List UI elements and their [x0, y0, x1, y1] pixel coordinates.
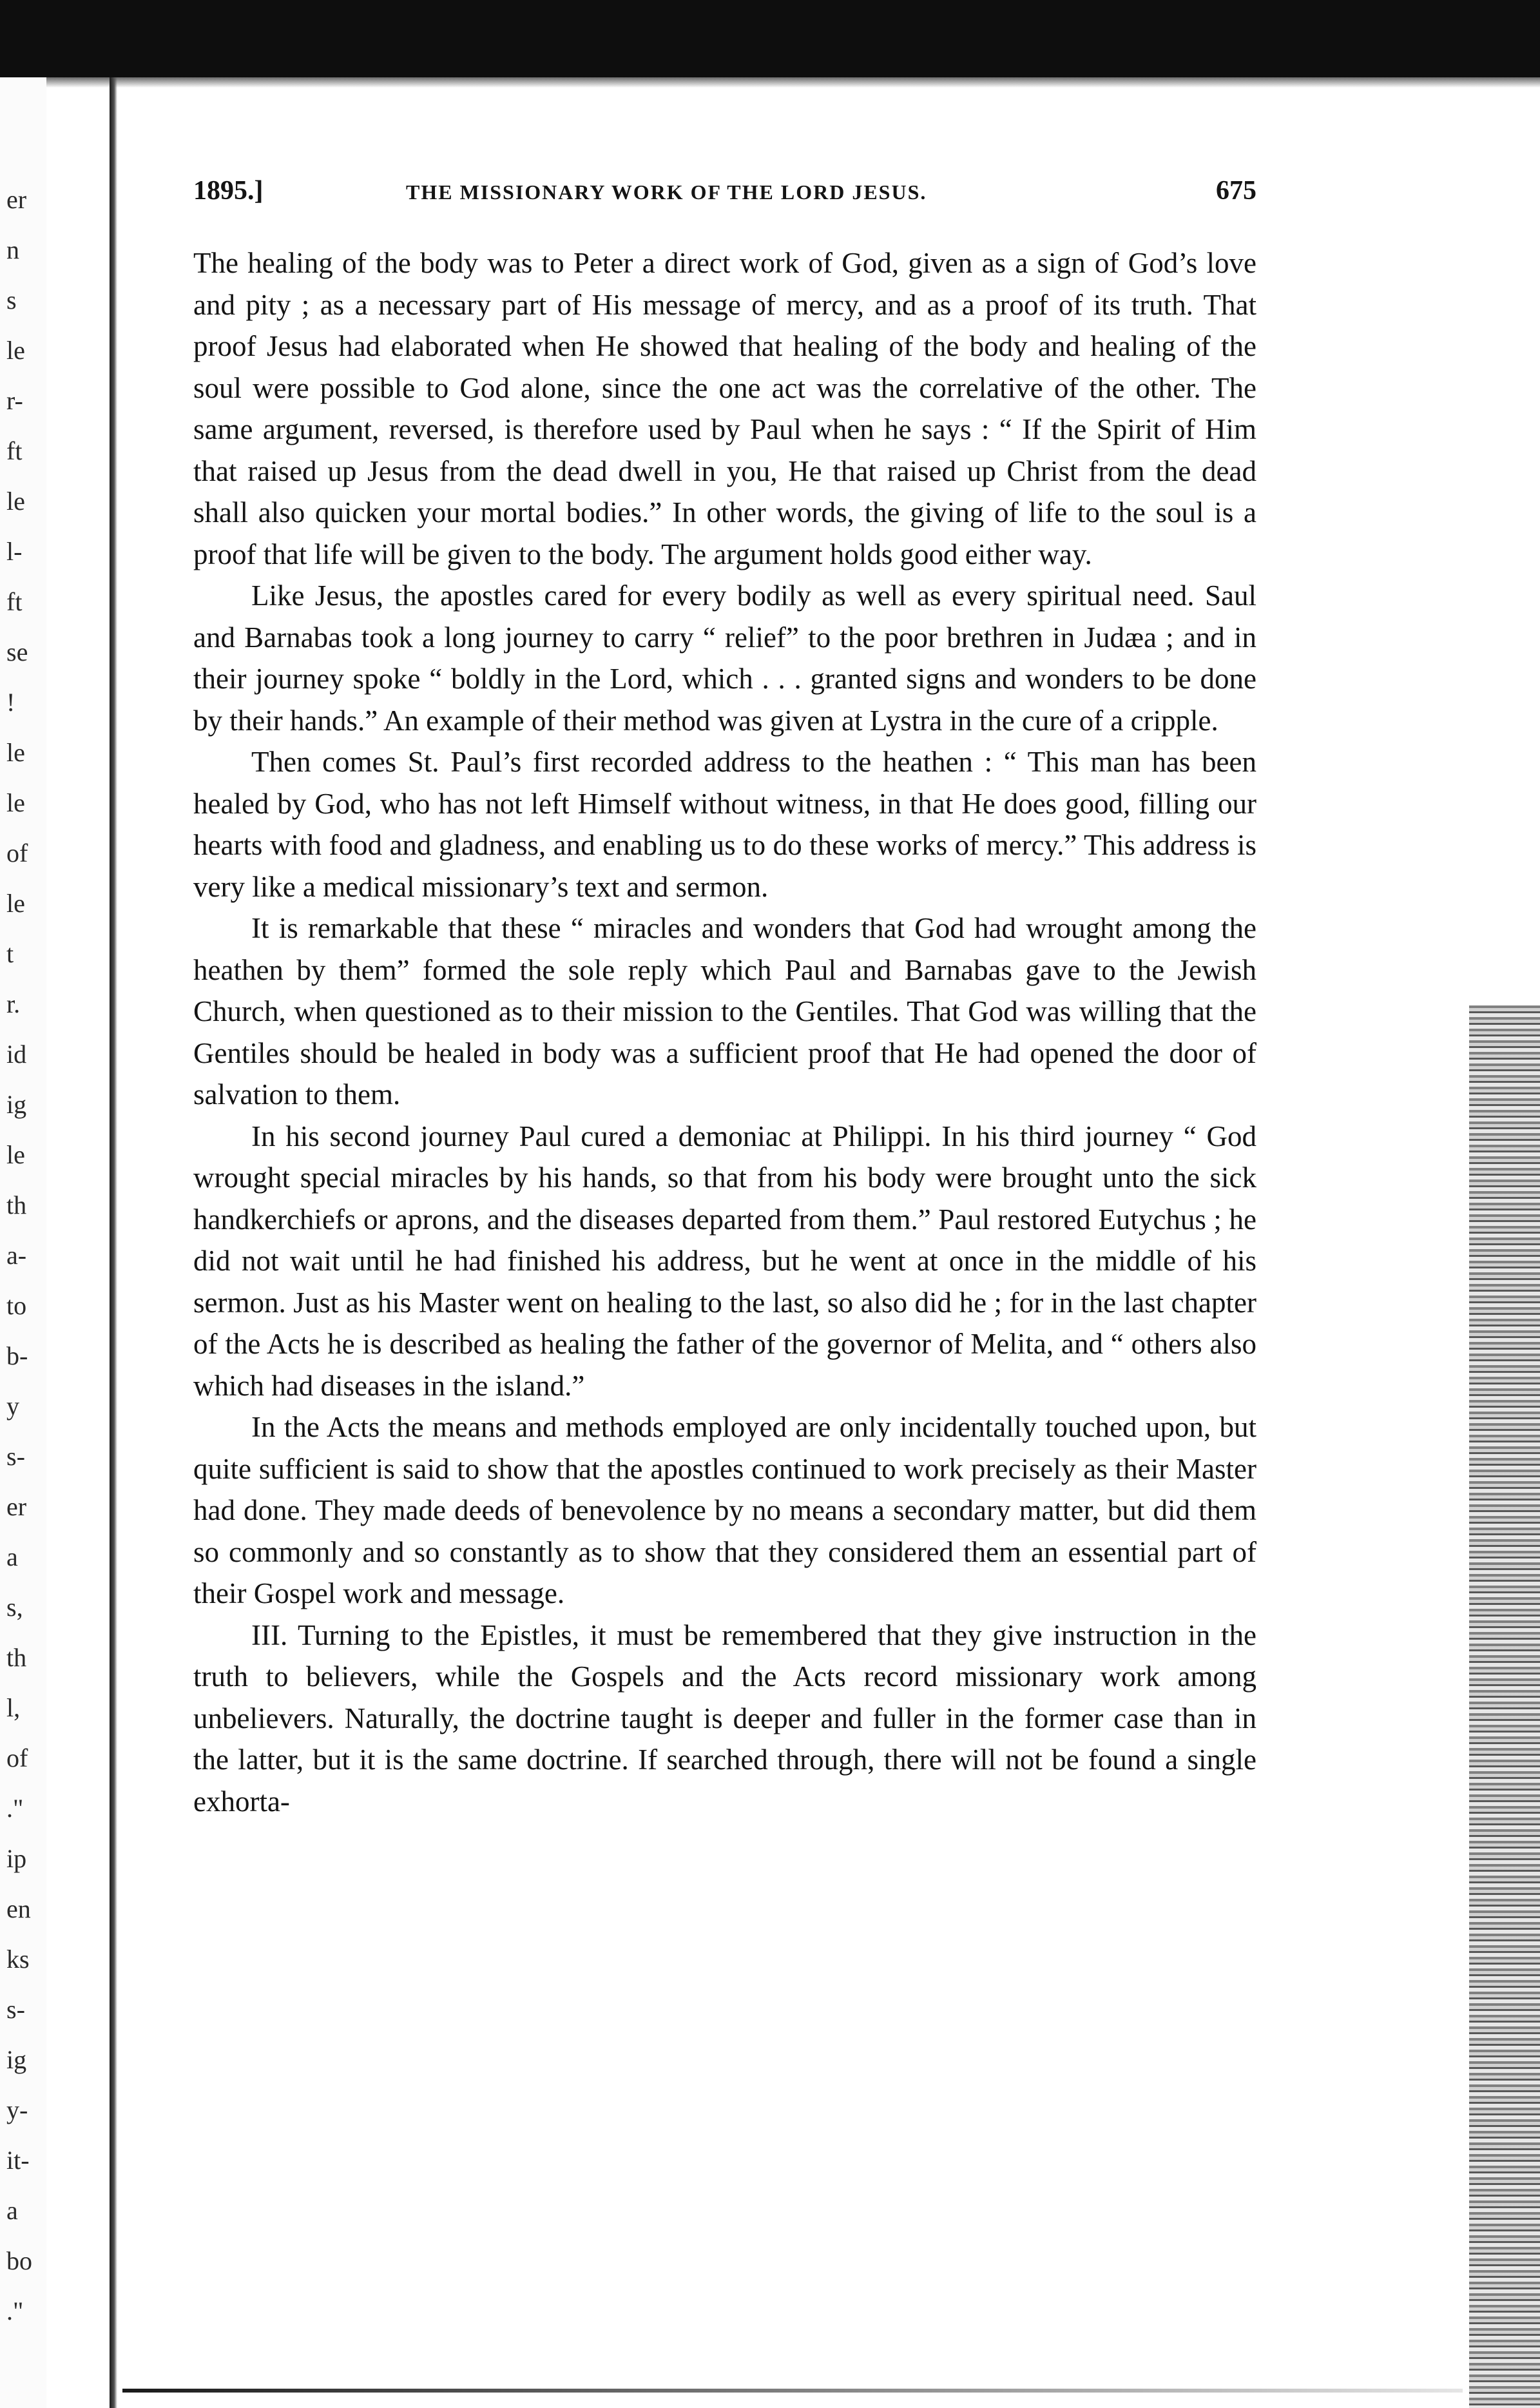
margin-fragment: r- — [6, 386, 23, 415]
running-header — [193, 175, 1256, 214]
margin-fragment: ig — [6, 2045, 27, 2074]
running-header-title: THE MISSIONARY WORK OF THE LORD JESUS. — [406, 180, 927, 204]
margin-fragment: l- — [6, 537, 23, 566]
margin-fragment: s- — [6, 1995, 25, 2024]
paragraph: In his second journey Paul cured a demoniac at Philippi. In his third journey “ God wrought special miracles by his hands, so that from his body were brought unto the sick handkerchiefs or aprons, and the diseases departed from them.” Paul restored Eutychus ; he did not wait until he had finished his address, but he went at once in the middle of his sermon. Just as his Master went on healing to the last, so also did he ; for in the last chapter of the Acts he is described as healing the father of the governor of Melita, and “ others also which had diseases in the island.” — [193, 1120, 1256, 1402]
margin-fragment: s — [6, 286, 17, 315]
margin-fragment: n — [6, 235, 19, 264]
margin-fragment: er — [6, 1492, 27, 1521]
scan-top-border — [0, 0, 1540, 77]
margin-fragment: le — [6, 889, 25, 918]
margin-fragment: le — [6, 487, 25, 516]
paragraph: In the Acts the means and methods employed are only incidentally touched upon, but quite sufficient is said to show that the apostles continued to work precisely as their Master had done. They made deeds of benevolence by no means a secondary matter, but did them so commonly and so constantly as to show that they considered them an essential part of their Gospel work and message. — [193, 1411, 1256, 1609]
margin-fragment: er — [6, 185, 27, 214]
margin-fragment: le — [6, 336, 25, 365]
scan-bottom-edge — [122, 2389, 1463, 2393]
margin-fragment: ." — [6, 1794, 24, 1823]
paragraph: The healing of the body was to Peter a direct work of God, given as a sign of God’s love and pity ; as a necessary part of His message of mercy, and as a proof of its truth. That proof Jesus had elaborated when He showed that healing of the body and healing of the soul were possible to God alone, since the one act was the correlative of the other. The same argument, reversed, is therefore used by Paul when he says : “ If the Spirit of Him that raised up Jesus from the dead dwell in you, He that raised up Christ from the dead shall also quicken your mortal bodies.” In other words, the giving of life to the soul is a proof that life will be given to the body. The argument holds good either way. — [193, 247, 1256, 570]
margin-fragment: se — [6, 637, 28, 666]
page-number: 675 — [1216, 176, 1256, 206]
margin-fragment: to — [6, 1291, 27, 1320]
scan-top-shadow — [0, 71, 1540, 88]
margin-fragment: of — [6, 839, 28, 868]
margin-fragment: le — [6, 1140, 25, 1169]
margin-fragment: ft — [6, 587, 23, 616]
margin-fragment: id — [6, 1040, 27, 1069]
margin-fragment: en — [6, 1894, 31, 1923]
margin-fragment: l, — [6, 1693, 21, 1722]
margin-fragment: th — [6, 1190, 27, 1219]
margin-fragment: b- — [6, 1341, 28, 1370]
body-text — [193, 242, 1256, 1822]
page-gutter — [110, 77, 117, 2408]
margin-fragment: bo — [6, 2246, 32, 2275]
margin-fragment: it- — [6, 2146, 30, 2175]
margin-fragment: ks — [6, 1945, 30, 1974]
margin-fragment: ip — [6, 1844, 27, 1873]
margin-fragment: ." — [6, 2296, 24, 2325]
margin-fragment: ft — [6, 436, 23, 465]
paragraph: Then comes St. Paul’s first recorded address to the heathen : “ This man has been healed by God, who has not left Himself without witness, in that He does good, filling our hearts with food and gladness, and enabling us to do these works of mercy.” This address is very like a medical missionary’s text and sermon. — [193, 746, 1256, 903]
margin-fragment: t — [6, 939, 14, 968]
margin-fragment: a — [6, 2196, 18, 2225]
paragraph: III. Turning to the Epistles, it must be remembered that they give instruction in the truth to believers, while the Gospels and the Acts record missionary work among unbelievers. Naturally, the doctrine taught is deeper and fuller in the former case than in the latter, but it is the same doctrine. If searched through, there will not be found a single exhorta- — [193, 1618, 1256, 1818]
margin-fragment: th — [6, 1643, 27, 1672]
margin-fragment: le — [6, 788, 25, 817]
margin-fragment: of — [6, 1743, 28, 1772]
margin-fragment: a — [6, 1542, 18, 1571]
margin-fragment: le — [6, 738, 25, 767]
margin-fragment: ! — [6, 688, 15, 717]
paragraph: It is remarkable that these “ miracles and wonders that God had wrought among the heathen by them” formed the sole reply which Paul and Barnabas gave to the Jewish Church, when questioned as to their mission to the Gentiles. That God was willing that the Gentiles should be healed in body was a sufficient proof that He had opened the door of salvation to them. — [193, 912, 1256, 1111]
paragraph: Like Jesus, the apostles cared for every bodily as well as every spiritual need. Saul and Barnabas took a long journey to carry “ relief” to the poor brethren in Judæa ; and in their journey spoke “ boldly in the Lord, which . . . granted signs and wonders to be done by their hands.” An example of their method was given at Lystra in the cure of a cripple. — [193, 579, 1256, 737]
scan-right-noise — [1469, 1005, 1540, 2408]
margin-fragment: s, — [6, 1593, 23, 1622]
margin-fragment: r. — [6, 989, 21, 1018]
margin-fragment: ig — [6, 1090, 27, 1119]
margin-fragment: y — [6, 1392, 19, 1421]
margin-fragment: a- — [6, 1241, 27, 1270]
margin-fragment: s- — [6, 1442, 25, 1471]
running-header-year: 1895.] — [193, 176, 264, 206]
margin-fragment: y- — [6, 2095, 28, 2124]
